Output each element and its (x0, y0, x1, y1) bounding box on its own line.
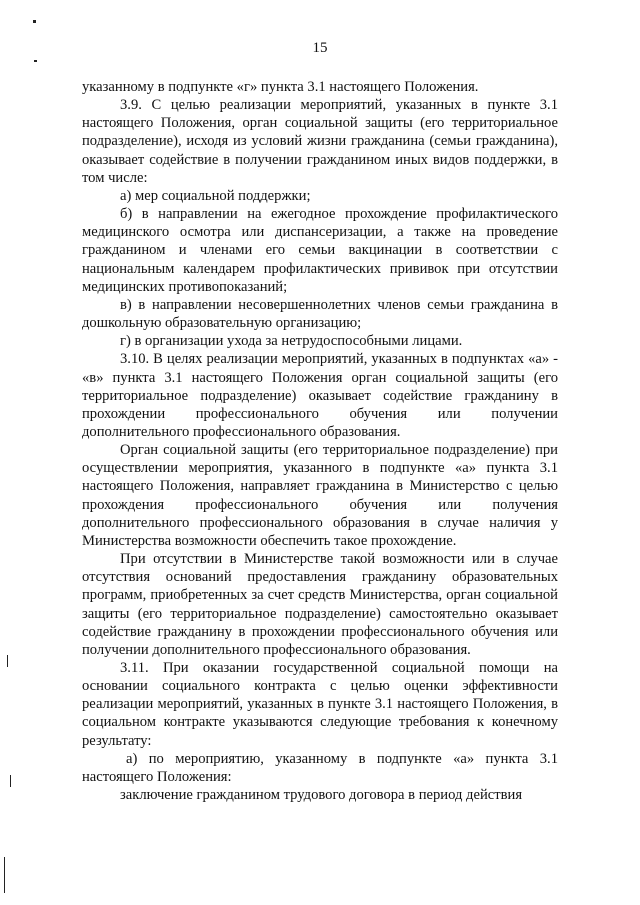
scan-line-mark (7, 655, 8, 667)
scan-line-mark (4, 857, 5, 893)
paragraph: 3.9. С целью реализации мероприятий, указанных в пункте 3.1 настоящего Положения, орган социальной защиты (его территориальное подразделение), исходя из условий жизни гражданина (семьи гражданина), оказывает содействие в получении гражданином иных видов поддержки, в том числе: (82, 97, 558, 186)
paragraph: При отсутствии в Министерстве такой возможности или в случае отсутствия оснований предоставления гражданину образовательных программ, приобретенных за счет средств Министерства, орган социальной защиты (его территориальное подразделение) самостоятельно оказывает содействие гражданину в прохождении профессионального обучения или получении дополнительного профессионального образования. (82, 551, 558, 658)
scan-dot-mark (33, 20, 36, 23)
paragraph: в) в направлении несовершеннолетних членов семьи гражданина в дошкольную образовательную организацию; (82, 296, 558, 332)
paragraph: 3.10. В целях реализации мероприятий, указанных в подпунктах «а» - «в» пункта 3.1 настоящего Положения орган социальной защиты (его территориальное подразделение) оказывает содействие гражданину в прохождении профессионального обучения или получении дополнительного профессионального образования. (82, 351, 558, 440)
paragraph: 3.11. При оказании государственной социальной помощи на основании социального контракта с целью оценки эффективности реализации мероприятий, указанных в пункте 3.1 настоящего Положения, в социальном контракте указываются следующие требования к конечному результату: (82, 660, 558, 749)
paragraph: указанному в подпункте «г» пункта 3.1 настоящего Положения. (82, 79, 479, 95)
paragraph: г) в организации ухода за нетрудоспособными лицами. (120, 333, 463, 350)
paragraph: а) мер социальной поддержки; (120, 187, 311, 204)
document-body (82, 78, 558, 804)
paragraph: а) по мероприятию, указанному в подпункте «а» пункта 3.1 настоящего Положения: (82, 750, 558, 785)
scan-dot-mark (34, 60, 37, 62)
paragraph: б) в направлении на ежегодное прохождение профилактического медицинского осмотра или диспансеризации, а также на проведение гражданином и членами его семьи вакцинации в соответствии с национальным календарем профилактических прививок при отсутствии медицинских противопоказаний; (82, 206, 558, 295)
scan-line-mark (10, 775, 11, 787)
page-number: 15 (312, 40, 328, 56)
paragraph: Орган социальной защиты (его территориальное подразделение) при осуществлении мероприятия, указанного в подпункте «а» пункта 3.1 настоящего Положения, направляет гражданина в Министерство с целью прохождения профессионального обучения или получения дополнительного профессионального образования в случае наличия у Министерства возможности обеспечить такое прохождение. (82, 442, 558, 549)
paragraph: заключение гражданином трудового договора в период действия (120, 787, 523, 804)
